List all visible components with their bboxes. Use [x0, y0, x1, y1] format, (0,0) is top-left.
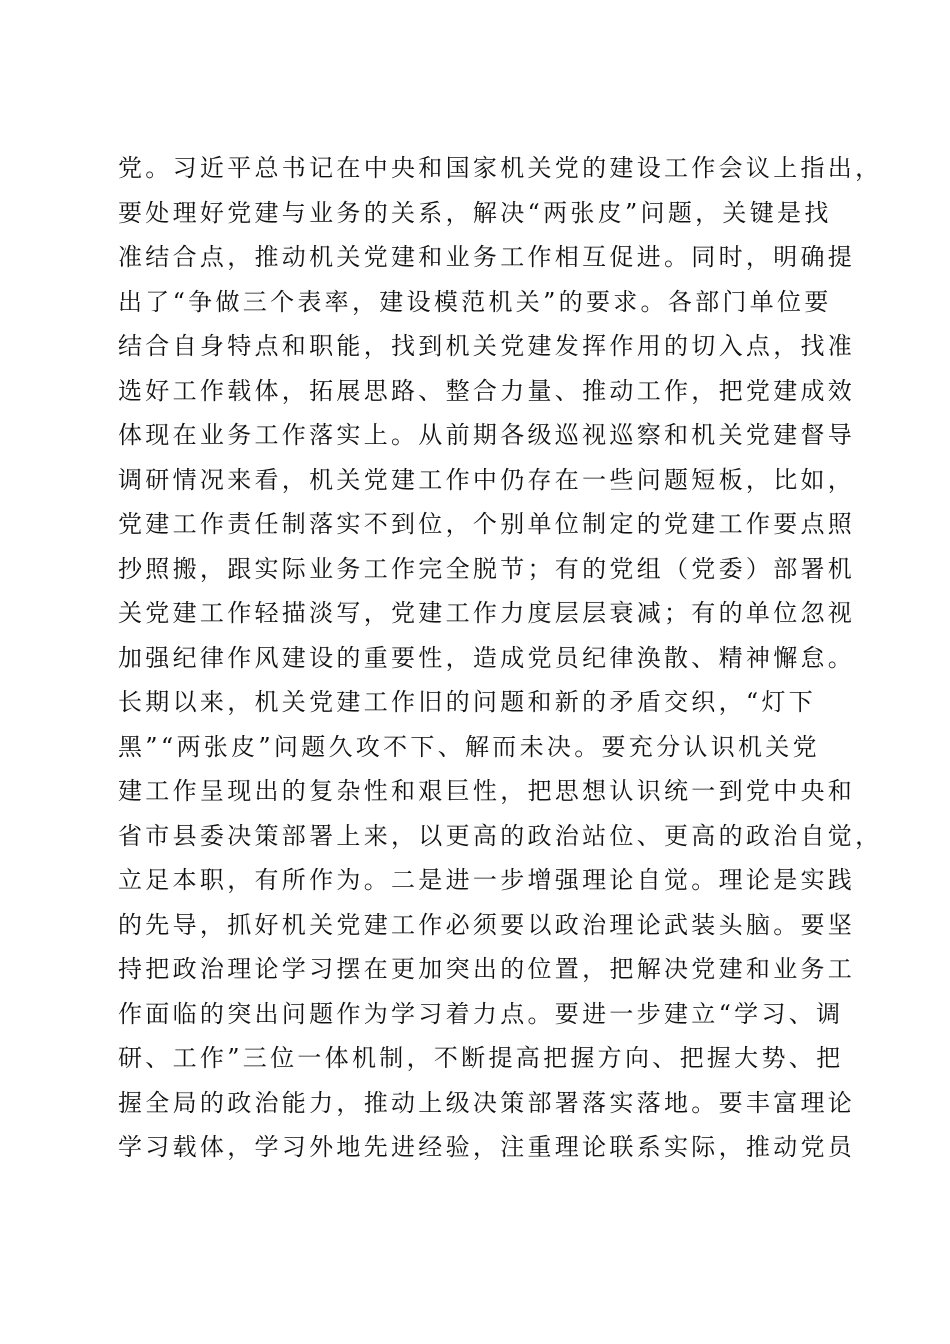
text-line: 立足本职，有所作为。二是进一步增强理论自觉。理论是实践: [118, 866, 856, 894]
text-line: 选好工作载体，拓展思路、整合力量、推动工作，把党建成效: [118, 376, 856, 405]
text-line: 握全局的政治能力，推动上级决策部署落实落地。要丰富理论: [118, 1088, 856, 1117]
text-line: 准结合点，推动机关党建和业务工作相互促进。同时，明确提: [118, 243, 856, 271]
text-line: 调研情况来看，机关党建工作中仍存在一些问题短板，比如，: [118, 465, 856, 494]
text-line: 抄照搬，跟实际业务工作完全脱节；有的党组（党委）部署机: [118, 554, 856, 583]
text-line: 党。习近平总书记在中央和国家机关党的建设工作会议上指出，: [118, 154, 883, 182]
body-text: [118, 146, 883, 1170]
text-line: 研、工作”三位一体机制，不断提高把握方向、把握大势、把: [118, 1044, 844, 1072]
text-line: 党建工作责任制落实不到位，个别单位制定的党建工作要点照: [118, 510, 856, 538]
text-line: 的先导，抓好机关党建工作必须要以政治理论武装头脑。要坚: [118, 910, 856, 939]
text-line: 持把政治理论学习摆在更加突出的位置，把解决党建和业务工: [118, 955, 856, 983]
text-line: 学习载体，学习外地先进经验，注重理论联系实际，推动党员: [118, 1133, 856, 1161]
text-line: 省市县委决策部署上来，以更高的政治站位、更高的政治自觉，: [118, 821, 883, 850]
text-line: 建工作呈现出的复杂性和艰巨性，把思想认识统一到党中央和: [118, 777, 856, 805]
text-line: 黑”“两张皮”问题久攻不下、解而未决。要充分认识机关党: [118, 732, 820, 761]
text-line: 结合自身特点和职能，找到机关党建发挥作用的切入点，找准: [118, 332, 856, 360]
text-line: 出了“争做三个表率，建设模范机关”的要求。各部门单位要: [118, 287, 832, 316]
text-line: 体现在业务工作落实上。从前期各级巡视巡察和机关党建督导: [118, 421, 856, 449]
text-line: 加强纪律作风建设的重要性，造成党员纪律涣散、精神懈怠。: [118, 643, 856, 672]
text-line: 作面临的突出问题作为学习着力点。要进一步建立“学习、调: [118, 999, 844, 1028]
text-line: 关党建工作轻描淡写，党建工作力度层层衰减；有的单位忽视: [118, 599, 856, 627]
text-line: 要处理好党建与业务的关系，解决“两张皮”问题，关键是找: [118, 198, 832, 227]
text-line: 长期以来，机关党建工作旧的问题和新的矛盾交织，“灯下: [118, 688, 817, 716]
